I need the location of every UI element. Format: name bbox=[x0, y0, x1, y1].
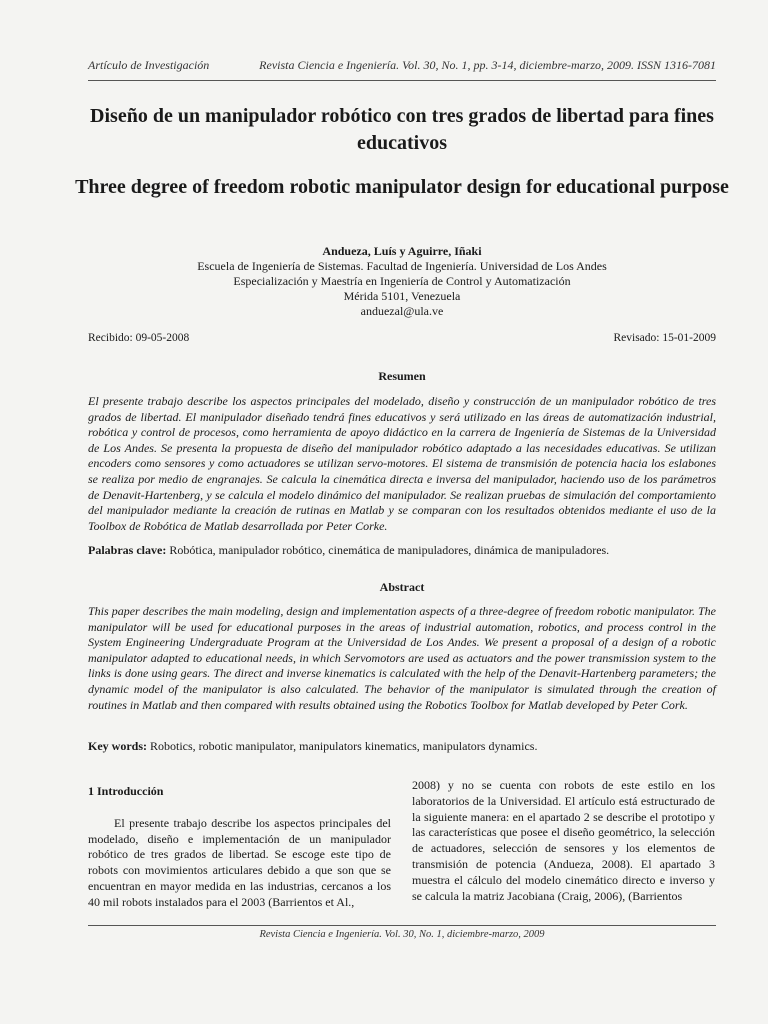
footer-divider bbox=[88, 925, 716, 926]
received-date: Recibido: 09-05-2008 bbox=[88, 332, 190, 344]
author-names: Andueza, Luís y Aguirre, Iñaki bbox=[322, 244, 482, 258]
article-type: Artículo de Investigación bbox=[88, 58, 210, 72]
palabras-clave bbox=[88, 543, 716, 559]
email: anduezal@ula.ve bbox=[360, 304, 444, 318]
intro-right-text: 2008) y no se cuenta con robots de este estilo en los laboratorios de la Universidad. El artículo está estructurado de la siguiente manera: en el apartado 2 se describe el prototipo y las características que posee el diseño geométrico, la selección de actuadores, selección de sensores y los elementos de transmisión de potencia (Andueza, 2008). El apartado 3 muestra el cálculo del modelo cinemático directo e inverso y se calcula la matriz Jacobiana (Craig, 2006), (Barrientos bbox=[412, 778, 715, 903]
address: Mérida 5101, Venezuela bbox=[343, 289, 461, 303]
keywords-text: Robotics, robotic manipulator, manipulators kinematics, manipulators dynamics. bbox=[150, 739, 538, 753]
abstract-text: This paper describes the main modeling, design and implementation aspects of a three-degree of freedom robotic manipulator. The manipulator will be used for educational purposes in the areas of industrial automation, robotics, and process control in the System Engineering Undergraduate Program at the Universidad de Los Andes. We present a proposal of a design of a robotic manipulator adapted to educational needs, in which Servomotors are used as actuators and the power transmission system to the links is done using gears. The direct and inverse kinematics is calculated with the help of the Denavit-Hartenberg parameters; the dynamic model of the manipulator is also calculated. The behavior of the manipulator is simulated through the creation of routines in Matlab and then compared with results obtained using the Robotics Toolbox for Matlab developed by Peter Cork. bbox=[88, 604, 716, 712]
palabras-clave-label: Palabras clave: bbox=[88, 543, 167, 557]
affiliation-1: Escuela de Ingeniería de Sistemas. Facultad de Ingeniería. Universidad de Los Andes bbox=[197, 259, 607, 273]
right-column bbox=[412, 778, 715, 904]
title-spanish: Diseño de un manipulador robótico con tres grados de libertad para fines educativos bbox=[90, 105, 714, 154]
header-divider bbox=[88, 80, 716, 81]
keywords-label: Key words: bbox=[88, 739, 147, 753]
left-column bbox=[88, 778, 391, 911]
abstract-heading: Abstract bbox=[379, 580, 425, 594]
running-header bbox=[88, 58, 716, 73]
date-line bbox=[88, 332, 716, 344]
resumen-heading: Resumen bbox=[378, 369, 426, 383]
author-block bbox=[88, 244, 716, 319]
affiliation-2: Especialización y Maestría en Ingeniería de Control y Automatización bbox=[233, 274, 571, 288]
intro-left-text: El presente trabajo describe los aspectos principales del modelado, diseño e implementación de un manipulador robótico de tres grados de libertad. Se escoge este tipo de robots con movimientos articulares debido a que son que se encuentran en mayor medida en las industrias, cercanos a los 40 mil robots instalados para el 2003 (Barrientos et Al., bbox=[88, 815, 391, 909]
running-footer: Revista Ciencia e Ingeniería. Vol. 30, No. 1, diciembre-marzo, 2009 bbox=[259, 929, 545, 940]
keywords bbox=[88, 739, 716, 755]
journal-citation: Revista Ciencia e Ingeniería. Vol. 30, No. 1, pp. 3-14, diciembre-marzo, 2009. ISSN 1316-7081 bbox=[259, 58, 716, 72]
resumen-text: El presente trabajo describe los aspectos principales del modelado, diseño y construcción de un manipulador robótico de tres grados de libertad. El manipulador diseñado tendrá fines educativos y será utilizado en las áreas de automatización industrial, robótica y control de procesos, como herramienta de apoyo didáctico en la carrera de Ingeniería de Sistemas de la Universidad de Los Andes. Se presenta la propuesta de diseño del manipulador robótico adaptado a las necesidades educativas. Se utilizan encoders como sensores y como actuadores se utilizan servo-motores. El sistema de transmisión de potencia hacia los eslabones se realiza por medio de engranajes. Se calcula la cinemática directa e inversa del manipulador, haciendo uso de los parámetros de Denavit-Hartenberg, y se calcula el modelo dinámico del manipulador. Se realizan pruebas de simulación del comportamiento del manipulador mediante la creación de rutinas en Matlab y se comparan con los resultados obtenidos mediante el uso de la Toolbox de Robótica de Matlab desarrollada por Peter Corke. bbox=[88, 394, 716, 533]
revised-date: Revisado: 15-01-2009 bbox=[613, 332, 716, 344]
palabras-clave-text: Robótica, manipulador robótico, cinemática de manipuladores, dinámica de manipuladores. bbox=[169, 543, 610, 557]
intro-heading: 1 Introducción bbox=[88, 784, 164, 798]
title-english: Three degree of freedom robotic manipulator design for educational purpose bbox=[75, 176, 729, 198]
